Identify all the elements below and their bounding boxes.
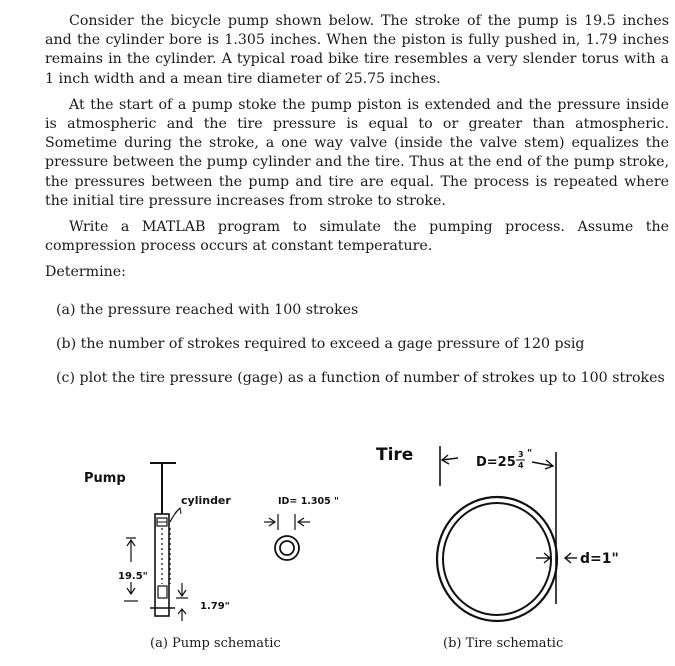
paragraph-3: Write a MATLAB program to simulate the pumping process. Assume the compression process occurs at constant temperature. (45, 219, 669, 255)
paragraph-2: At the start of a pump stoke the pump piston is extended and the pressure inside is atmospheric and the tire pressure is equal to or greater than atmospheric. Sometime during the stroke, a one way valve (inside the valve stem) equalizes the pressure between the pump cylinder and the tire. Thus at the end of the pump stroke, the pressures between the pump and tire are equal. The process is repeated where the initial tire pressure increases from stroke to stroke. (45, 96, 669, 209)
tire-title: Tire (376, 445, 414, 465)
tire-schematic-figure (358, 424, 668, 634)
remaining-length-label: 1.79" (200, 601, 230, 612)
bore-outer-circle (275, 536, 299, 560)
pump-bottom-chamber (158, 586, 167, 598)
tire-schematic-drawing (358, 424, 668, 634)
pump-schematic-drawing (78, 436, 368, 632)
paragraph-1: Consider the bicycle pump shown below. The stroke of the pump is 19.5 inches and the cylinder bore is 1.305 inches. When the piston is fully pushed in, 1.79 inches remains in the cylinder. A typical road bike tire resembles a very slender torus with a 1 inch width and a mean tire diameter of 25.75 inches. (45, 13, 669, 87)
task-item-b: (b) the number of strokes required to exceed a gage pressure of 120 psig (56, 335, 585, 352)
task-item-c: (c) plot the tire pressure (gage) as a function of number of strokes up to 100 strokes (56, 370, 665, 387)
pump-title: Pump (84, 471, 126, 486)
tire-outer-ring (437, 497, 557, 621)
diameter-fraction-denominator: 4 (518, 461, 524, 470)
diameter-unit: " (527, 448, 533, 459)
pump-schematic-figure (78, 436, 368, 632)
task-item-a: (a) the pressure reached with 100 strokes (56, 301, 359, 318)
figure-b-caption: (b) Tire schematic (443, 636, 564, 651)
bore-id-label: ID= 1.305 " (278, 496, 339, 507)
tire-width-label: d=1" (580, 551, 619, 567)
stroke-length-label: 19.5" (118, 571, 148, 582)
cylinder-label: cylinder (181, 494, 231, 507)
figure-a-caption: (a) Pump schematic (150, 636, 281, 651)
determine-label: Determine: (45, 264, 126, 281)
diameter-fraction-numerator: 3 (518, 450, 524, 459)
bore-inner-circle (280, 541, 294, 555)
tire-inner-ring (443, 503, 551, 615)
diameter-label: D=25 (476, 455, 516, 470)
task-list (45, 301, 669, 389)
problem-statement (45, 12, 669, 403)
